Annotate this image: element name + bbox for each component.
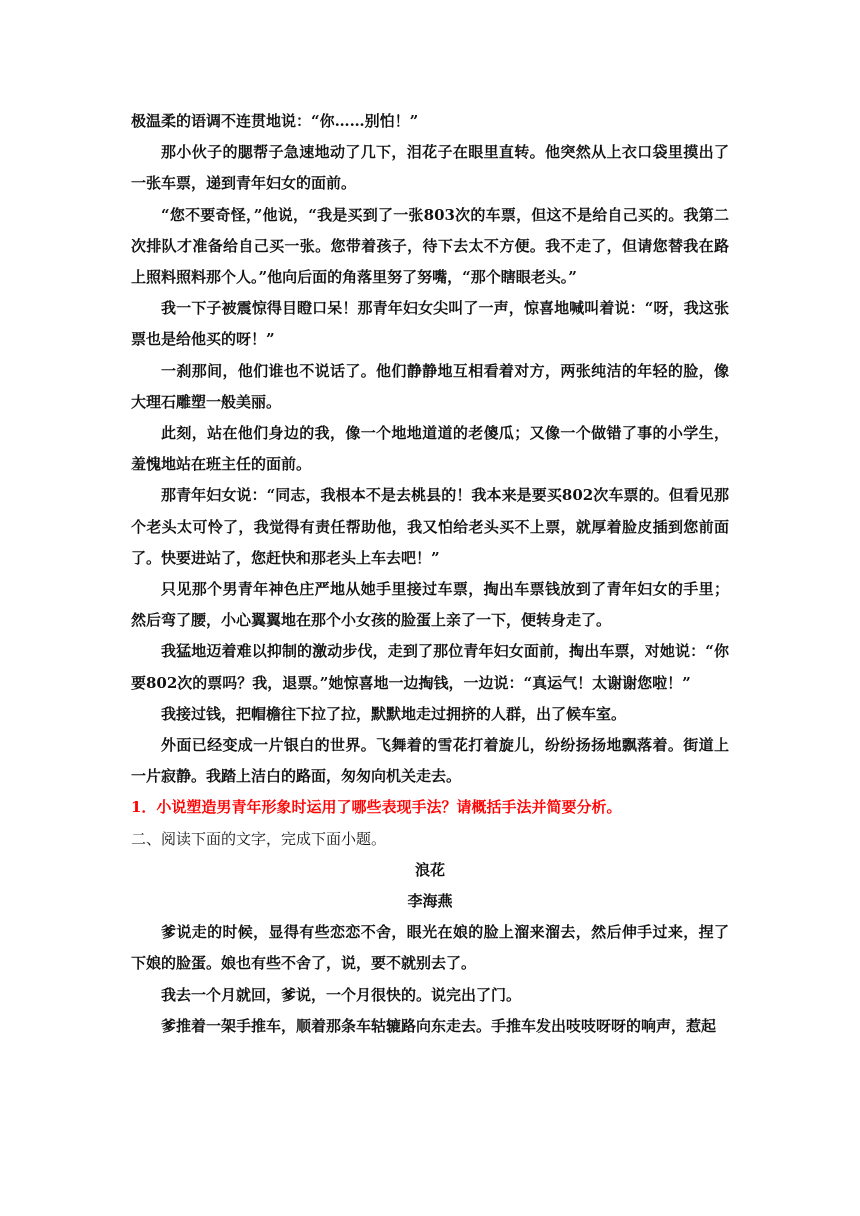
story2-paragraph-2: 我去一个月就回，爹说，一个月很快的。说完出了门。: [161, 985, 522, 1004]
story2-author: 李海燕: [407, 892, 453, 911]
story1-paragraph-5: 一刹那间，他们谁也不说话了。他们静静地互相看着对方，两张纯洁的年轻的脸，像大理石雕塑一般美丽。: [131, 361, 729, 411]
section2-heading: 二、阅读下面的文字，完成下面小题。: [131, 829, 387, 848]
question-1: 1．小说塑造男青年形象时运用了哪些表现手法？请概括手法并简要分析。: [131, 798, 622, 817]
story1-paragraph-1: 极温柔的语调不连贯地说：“你……别怕！”: [131, 112, 419, 130]
story1-paragraph-8: 只见那个男青年神色庄严地从她手里接过车票，掏出车票钱放到了青年妇女的手里；然后弯了腰，小心翼翼地在那个小女孩的脸蛋上亲了一下，便转身走了。: [131, 580, 729, 630]
story1-paragraph-10: 我接过钱，把帽檐往下拉了拉，默默地走过拥挤的人群，出了候车室。: [161, 704, 627, 723]
story1-paragraph-2: 那小伙子的腮帮子急速地动了几下，泪花子在眼里直转。他突然从上衣口袋里摸出了一张车票，递到青年妇女的面前。: [131, 143, 729, 193]
story2-paragraph-3: 爹推着一架手推车，顺着那条车轱辘路向东走去。手推车发出吱吱呀呀的响声，惹起: [161, 1016, 717, 1035]
story1-paragraph-9: 我猛地迈着难以抑制的激动步伐，走到了那位青年妇女面前，掏出车票，对她说：“你要802次的票吗？我，退票。”她惊喜地一边掏钱，一边说：“真运气！太谢谢您啦！”: [131, 642, 729, 692]
story1-paragraph-7: 那青年妇女说：“同志，我根本不是去桃县的！我本来是要买802次车票的。但看见那个老头太可怜了，我觉得有责任帮助他，我又怕给老头买不上票，就厚着脸皮插到您前面了。快要进站了，您赶快和那老头上车去吧！”: [131, 486, 729, 567]
story1-paragraph-11: 外面已经变成一片银白的世界。飞舞着的雪花打着旋儿，纷纷扬扬地飘落着。街道上一片寂静。我踏上洁白的路面，匆匆向机关走去。: [131, 736, 729, 786]
story1-paragraph-6: 此刻，站在他们身边的我，像一个地地道道的老傻瓜；又像一个做错了事的小学生，羞愧地站在班主任的面前。: [131, 424, 729, 474]
story2-paragraph-1: 爹说走的时候，显得有些恋恋不舍，眼光在娘的脸上溜来溜去，然后伸手过来，捏了下娘的脸蛋。娘也有些不舍了，说，要不就别去了。: [131, 923, 729, 973]
story1-paragraph-4: 我一下子被震惊得目瞪口呆！那青年妇女尖叫了一声，惊喜地喊叫着说：“呀，我这张票也是给他买的呀！”: [131, 299, 729, 349]
story1-paragraph-3: “您不要奇怪，”他说，“我是买到了一张803次的车票，但这不是给自己买的。我第二次排队才准备给自己买一张。您带着孩子，待下去太不方便。我不走了，但请您替我在路上照料照料那个人。”他向后面的角落里努了努嘴，“那个瞎眼老头。”: [131, 205, 729, 287]
story2-title: 浪花: [414, 860, 445, 879]
document-body: [131, 106, 729, 1042]
